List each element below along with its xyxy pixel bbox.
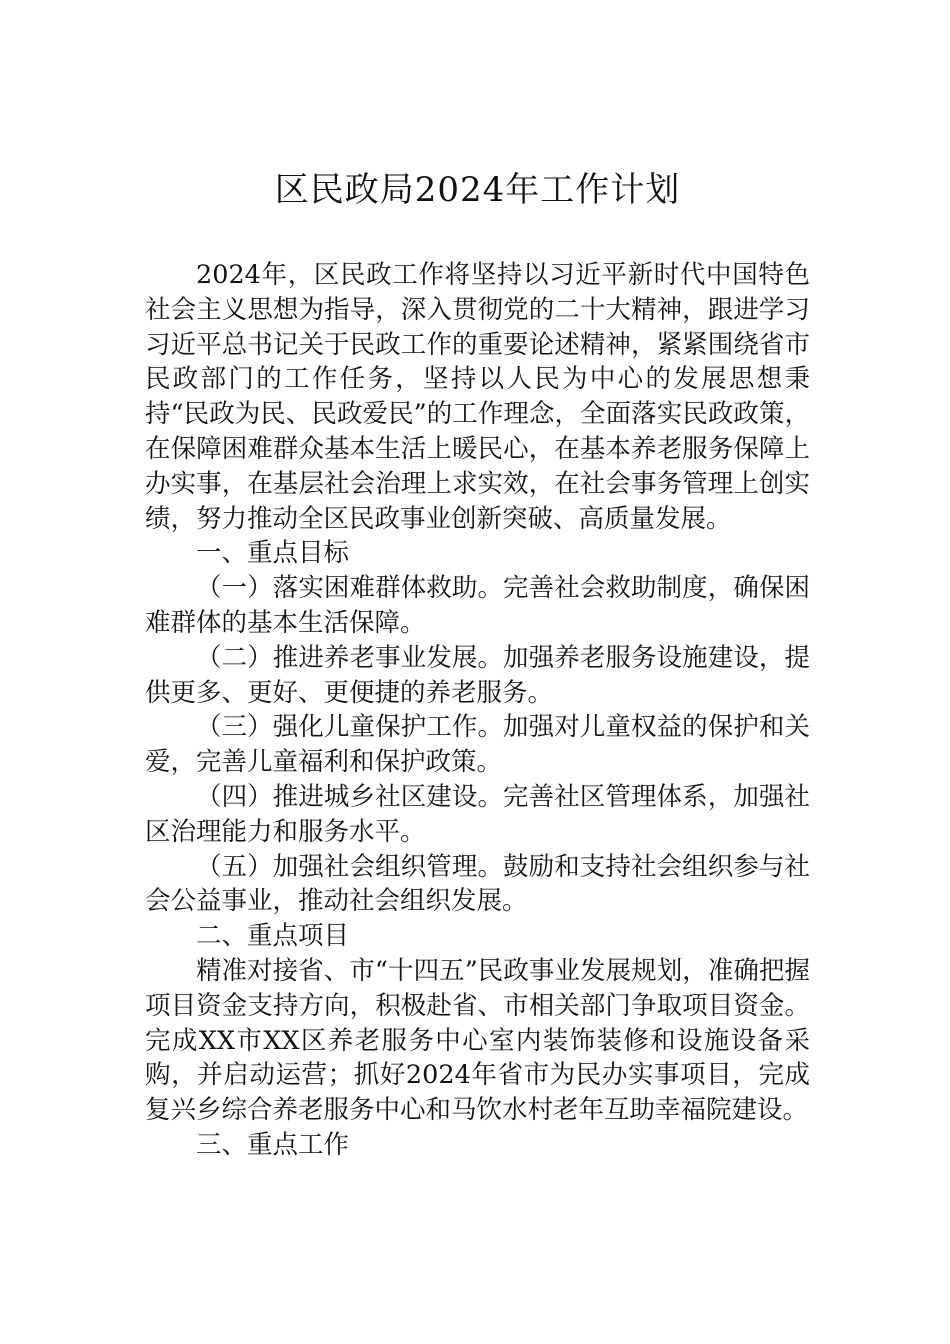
section-heading-key-work: 三、重点工作 bbox=[196, 1129, 350, 1160]
section-heading-key-projects: 二、重点项目 bbox=[196, 921, 350, 952]
intro-paragraph: 2024年，区民政工作将坚持以习近平新时代中国特色社会主义思想为指导，深入贯彻党的二十大精神，跟进学习习近平总书记关于民政工作的重要论述精神，紧紧围绕省市民政部门的工作任务，坚持以人民为中心的发展思想秉持“民政为民、民政爱民”的工作理念，全面落实民政政策，在保障困难群众基本生活上暖民心，在基本养老服务保障上办实事，在基层社会治理上求实效，在社会事务管理上创实绩，努力推动全区民政事业创新突破、高质量发展。 bbox=[145, 260, 810, 534]
goal-item-5: （五）加强社会组织管理。鼓励和支持社会组织参与社会公益事业，推动社会组织发展。 bbox=[145, 851, 810, 917]
document-page bbox=[145, 160, 810, 1163]
goal-item-3: （三）强化儿童保护工作。加强对儿童权益的保护和关爱，完善儿童福利和保护政策。 bbox=[145, 712, 810, 778]
document-title: 区民政局2024年工作计划 bbox=[274, 170, 681, 210]
goal-item-2: （二）推进养老事业发展。加强养老服务设施建设，提供更多、更好、更便捷的养老服务。 bbox=[145, 642, 810, 708]
document-body bbox=[145, 258, 810, 1163]
goal-item-1: （一）落实困难群体救助。完善社会救助制度，确保困难群体的基本生活保障。 bbox=[145, 573, 810, 638]
section-heading-key-goals: 一、重点目标 bbox=[196, 538, 350, 569]
key-projects-paragraph: 精准对接省、市“十四五”民政事业发展规划，准确把握项目资金支持方向，积极赴省、市相关部门争取项目资金。完成XX市XX区养老服务中心室内装饰装修和设施设备采购，并启动运营；抓好2024年省市为民办实事项目，完成复兴乡综合养老服务中心和马饮水村老年互助幸福院建设。 bbox=[145, 955, 810, 1126]
goal-item-4: （四）推进城乡社区建设。完善社区管理体系，加强社区治理能力和服务水平。 bbox=[145, 781, 810, 847]
